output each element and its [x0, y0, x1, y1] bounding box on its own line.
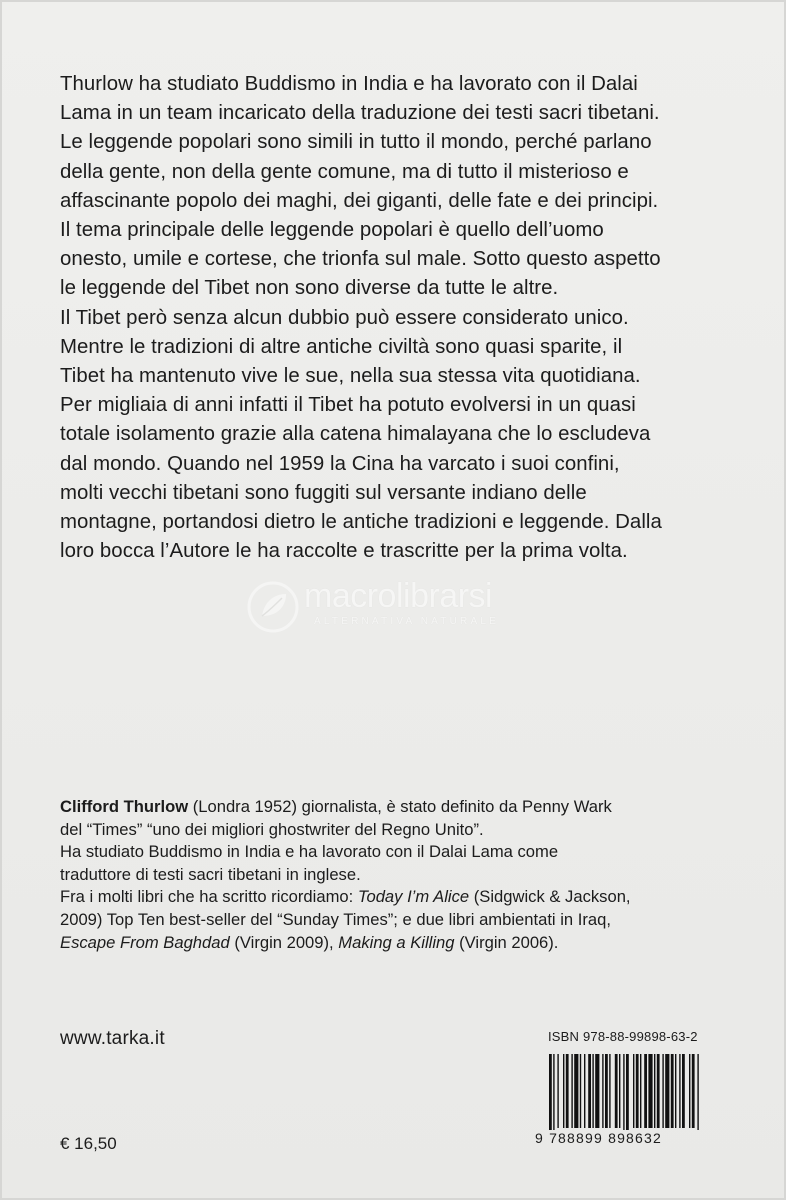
blurb-line: Il tema principale delle leggende popolari è quello dell’uomo [60, 219, 604, 242]
publisher-website: www.tarka.it [60, 1028, 165, 1049]
book-title: Escape From Baghdad [60, 932, 230, 952]
price: € 16,50 [60, 1134, 117, 1153]
bio-text: (Sidgwick & Jackson, [469, 887, 631, 907]
barcode-bar [580, 1054, 581, 1128]
barcode-bar [648, 1054, 652, 1128]
barcode-bars [535, 1050, 755, 1130]
blurb-line: affascinante popolo dei maghi, dei giganti, delle fate e dei principi. [60, 189, 659, 212]
barcode-bar [571, 1054, 572, 1128]
barcode-bar [557, 1054, 558, 1128]
bio-line: Ha studiato Buddismo in India e ha lavorato con il Dalai Lama come [60, 842, 559, 862]
bio-line: traduttore di testi sacri tibetani in inglese. [60, 864, 361, 884]
barcode-bar [605, 1054, 608, 1128]
bio-line [60, 886, 760, 909]
macrolibrarsi-watermark [246, 576, 546, 636]
barcode-bar [640, 1054, 641, 1128]
barcode-bar [675, 1054, 676, 1128]
bio-text: (Londra 1952) giornalista, è stato definito da Penny Wark [188, 797, 612, 816]
bio-text: (Virgin 2009), [229, 932, 339, 952]
book-title: Making a Killing [338, 932, 455, 952]
barcode-bar [549, 1054, 552, 1130]
blurb-line: Per migliaia di anni infatti il Tibet ha potuto evolversi in un quasi [60, 394, 636, 417]
barcode-bar [644, 1054, 647, 1128]
blurb-text [60, 70, 750, 566]
barcode-bar [671, 1054, 674, 1128]
blurb-line: della gente, non della gente comune, ma di tutto il misterioso e [60, 160, 629, 183]
leaf-logo-icon [246, 580, 300, 634]
bio-line [60, 796, 760, 819]
watermark-tagline: ALTERNATIVA NATURALE [314, 616, 499, 627]
barcode-bar [626, 1054, 629, 1130]
barcode-bar [553, 1054, 554, 1130]
barcode-bar [636, 1054, 639, 1128]
barcode-bar [623, 1054, 624, 1130]
barcode-bar [662, 1054, 663, 1128]
blurb-line: Le leggende popolari sono simili in tutto il mondo, perché parlano [60, 131, 652, 154]
barcode-bar [615, 1054, 618, 1128]
barcode [535, 1050, 755, 1160]
barcode-bar [619, 1054, 620, 1128]
author-name: Clifford Thurlow [60, 797, 189, 816]
blurb-line: Thurlow ha studiato Buddismo in India e ha lavorato con il Dalai [60, 73, 638, 95]
bio-text: (Virgin 2006). [454, 932, 559, 952]
blurb-line: loro bocca l’Autore le ha raccolte e trascritte per la prima volta. [60, 540, 628, 563]
barcode-bar [665, 1054, 669, 1128]
bio-line: del “Times” “uno dei migliori ghostwriter del Regno Unito”. [60, 819, 484, 839]
barcode-digits: 9 788899 898632 [535, 1130, 662, 1146]
isbn-label: ISBN 978-88-99898-63-2 [548, 1029, 698, 1044]
blurb-line: molti vecchi tibetani sono fuggiti sul versante indiano delle [60, 481, 587, 504]
bio-line: 2009) Top Ten best-seller del “Sunday Times”; e due libri ambientati in Iraq, [60, 909, 611, 929]
barcode-bar [654, 1054, 655, 1128]
barcode-bar [574, 1054, 578, 1128]
barcode-bar [563, 1054, 564, 1128]
barcode-bar [689, 1054, 690, 1128]
blurb-line: Mentre le tradizioni di altre antiche civiltà sono quasi sparite, il [60, 335, 623, 358]
barcode-bar [592, 1054, 593, 1128]
bio-line [60, 932, 760, 955]
blurb-line: dal mondo. Quando nel 1959 la Cina ha varcato i suoi confini, [60, 452, 620, 475]
blurb-line: le leggende del Tibet non sono diverse da tutte le altre. [60, 277, 559, 300]
blurb-line: montagne, portandosi dietro le antiche tradizioni e leggende. Dalla [60, 511, 662, 534]
author-bio [60, 796, 760, 954]
barcode-bar [692, 1054, 695, 1128]
barcode-bar [657, 1054, 660, 1128]
blurb-line: Tibet ha mantenuto vive le sue, nella sua stessa vita quotidiana. [60, 365, 641, 388]
barcode-bar [609, 1054, 610, 1128]
blurb-line: onesto, umile e cortese, che trionfa sul male. Sotto questo aspetto [60, 248, 661, 271]
barcode-bar [682, 1054, 685, 1128]
book-title: Today I’m Alice [357, 887, 470, 907]
barcode-bar [588, 1054, 591, 1128]
bio-text: Fra i molti libri che ha scritto ricordiamo: [60, 887, 358, 907]
barcode-bar [595, 1054, 599, 1128]
barcode-bar [602, 1054, 603, 1128]
blurb-line: Lama in un team incaricato della traduzione dei testi sacri tibetani. [60, 102, 660, 125]
blurb-line: Il Tibet però senza alcun dubbio può essere considerato unico. [60, 306, 629, 329]
watermark-brand: macrolibrarsi [304, 577, 493, 615]
barcode-bar [697, 1054, 698, 1130]
barcode-bar [566, 1054, 569, 1128]
barcode-bar [584, 1054, 585, 1128]
barcode-bar [679, 1054, 680, 1128]
barcode-bar [633, 1054, 634, 1128]
blurb-line: totale isolamento grazie alla catena himalayana che lo escludeva [60, 423, 651, 446]
